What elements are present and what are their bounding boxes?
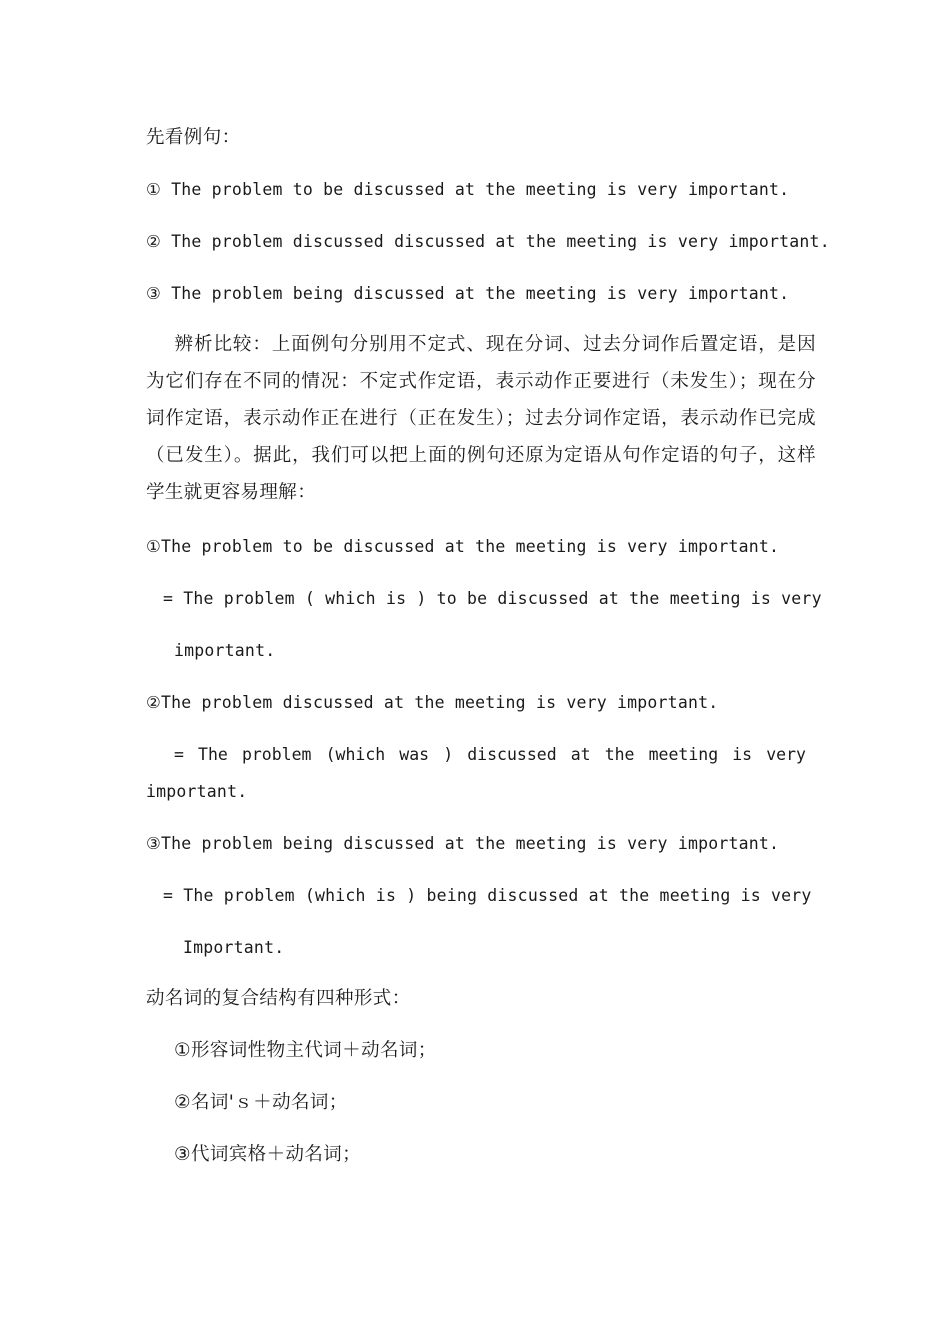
rewrite-word: problem bbox=[241, 745, 312, 764]
restored-item-3-rewrite-cont: Important. bbox=[183, 938, 285, 957]
rewrite-word: (which bbox=[325, 745, 386, 764]
analysis-text: 辨析比较：上面例句分别用不定式、现在分词、过去分词作后置定语，是因为它们存在不同的情况：不定式作定语，表示动作正要进行（未发生）；现在分词作定语，表示动作正在进行（正在发生）；过去分词作定语，表示动作已完成（已发生）。据此，我们可以把上面的例句还原为定语从句作定语的句子，这样学生就更容易理解： bbox=[146, 334, 816, 503]
restored-item-1-rewrite: = The problem ( which is ) to be discussed at the meeting is very bbox=[163, 589, 822, 608]
rewrite-word: The bbox=[198, 745, 228, 764]
rewrite-word: meeting bbox=[648, 745, 719, 764]
example-sentence-1: ① The problem to be discussed at the meeting is very important. bbox=[146, 180, 790, 199]
rewrite-word: discussed bbox=[467, 745, 557, 764]
example-sentence-3: ③ The problem being discussed at the meeting is very important. bbox=[146, 284, 790, 303]
rewrite-word: = bbox=[174, 745, 184, 764]
intro-heading: 先看例句： bbox=[146, 127, 241, 148]
rewrite-word: very bbox=[766, 745, 806, 764]
gerund-heading: 动名词的复合结构有四种形式： bbox=[146, 988, 411, 1009]
restored-item-2-rewrite-cont: important. bbox=[146, 782, 248, 801]
rewrite-word: was bbox=[399, 745, 430, 764]
rewrite-word: is bbox=[732, 745, 753, 764]
restored-item-2-original: ②The problem discussed at the meeting is very important. bbox=[146, 693, 719, 712]
gerund-form-3: ③代词宾格＋动名词； bbox=[174, 1144, 362, 1165]
restored-item-3-rewrite: = The problem (which is ) being discussed at the meeting is very bbox=[163, 886, 812, 905]
example-sentence-2: ② The problem discussed discussed at the meeting is very important. bbox=[146, 232, 830, 251]
rewrite-word: ) bbox=[443, 745, 454, 764]
restored-item-1-rewrite-cont: important. bbox=[174, 641, 276, 660]
rewrite-word: at bbox=[570, 745, 591, 764]
rewrite-word: the bbox=[604, 745, 635, 764]
restored-item-2-rewrite bbox=[174, 744, 806, 766]
restored-item-3-original: ③The problem being discussed at the meeting is very important. bbox=[146, 834, 780, 853]
gerund-form-2: ②名词'ｓ＋动名词； bbox=[174, 1092, 348, 1113]
gerund-form-1: ①形容词性物主代词＋动名词； bbox=[174, 1040, 437, 1061]
restored-item-1-original: ①The problem to be discussed at the meeting is very important. bbox=[146, 537, 780, 556]
analysis-paragraph bbox=[146, 326, 816, 511]
